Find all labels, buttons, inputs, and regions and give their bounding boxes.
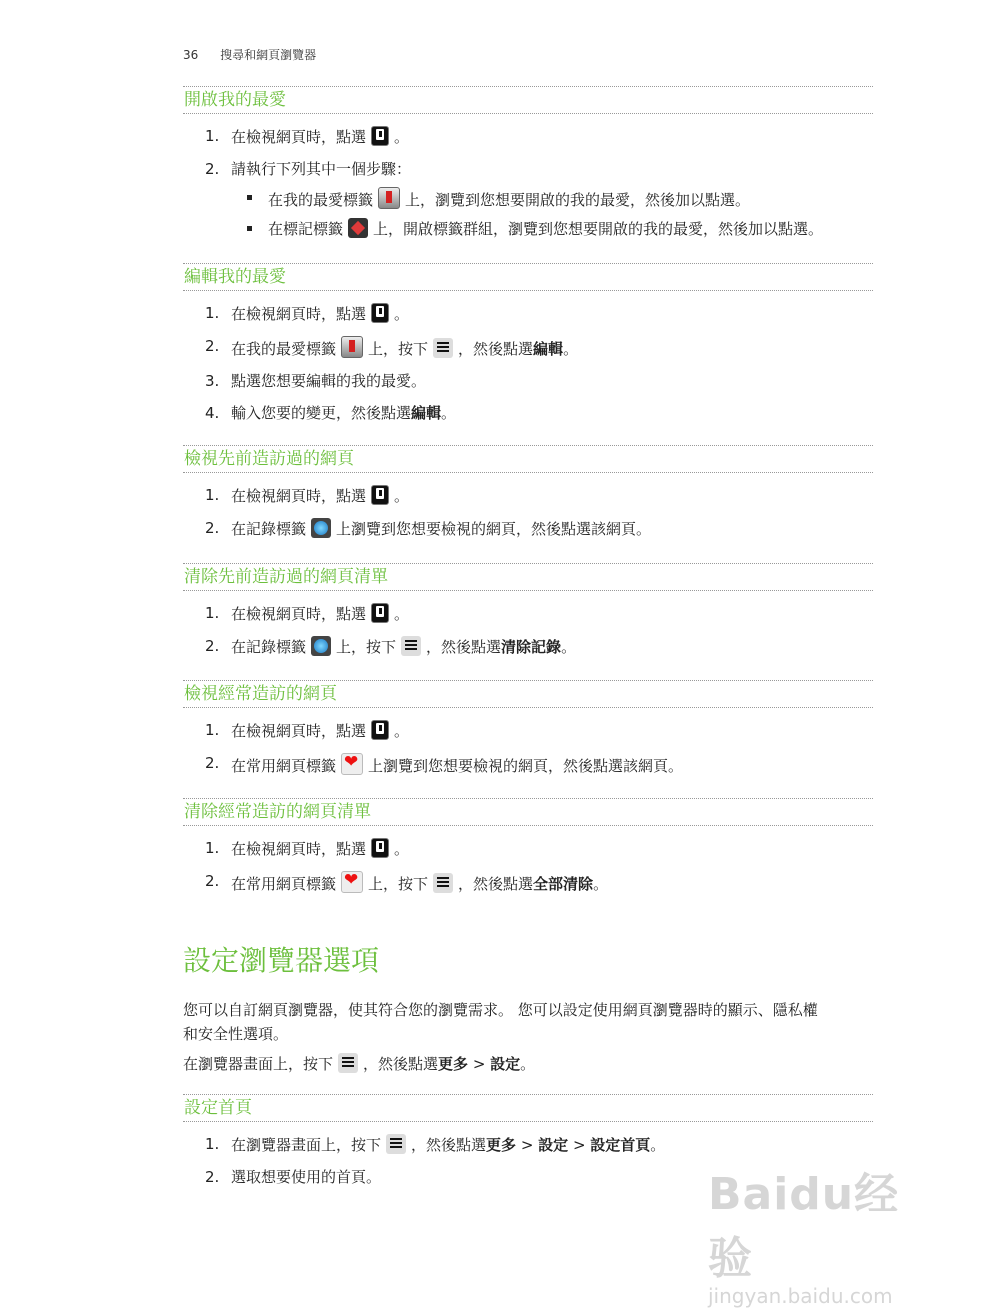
history-tab-icon [311,636,331,656]
page-header [183,46,316,63]
step: 1. 在檢視網頁時，點選 。 [205,721,410,740]
bookmarks-icon [371,303,389,323]
step: 2. 在常用網頁標籤❤ 上瀏覽到您想要檢視的網頁，然後點選該網頁。 [183,753,873,776]
instruction-paragraph: 在瀏覽器畫面上，按下 ，然後點選更多 > 設定。 [183,1055,536,1073]
watermark [708,1158,938,1308]
menu-icon [401,636,421,656]
menu-icon [386,1134,406,1154]
section-edit-favorites [183,263,873,423]
section-title: 清除先前造訪過的網頁清單 [184,567,388,587]
step: 2. 在記錄標籤 上，按下 ，然後點選清除記錄。 [205,637,577,656]
step: 3. 點選您想要編輯的我的最愛。 [205,372,427,390]
step: 1. 在檢視網頁時，點選 。 [205,127,410,146]
chapter-title: 搜尋和網頁瀏覽器 [220,48,317,62]
bookmarks-icon [371,720,389,740]
bookmarks-icon [371,126,389,146]
bookmarks-icon [371,838,389,858]
section-title: 編輯我的最愛 [184,267,286,287]
bullet-item: 在我的最愛標籤 上，瀏覽到您想要開啟的我的最愛，然後加以點選。 [183,187,873,210]
menu-icon [433,338,453,358]
intro-paragraph: 您可以自訂網頁瀏覽器，使其符合您的瀏覽需求。 您可以設定使用網頁瀏覽器時的顯示、隱私權 和安全性選項。 [183,1001,818,1043]
step: 1. 在檢視網頁時，點選 。 [205,604,410,623]
favorites-tab-icon [378,187,400,209]
tags-tab-icon [348,218,368,238]
section-title: 檢視經常造訪的網頁 [184,684,337,704]
menu-icon [433,873,453,893]
step: 1. 在檢視網頁時，點選 。 [205,304,410,323]
step: 2. 請執行下列其中一個步驟： [205,160,412,178]
bookmarks-icon [371,485,389,505]
step: 1. 在檢視網頁時，點選 。 [205,839,410,858]
section-title: 開啟我的最愛 [184,90,286,110]
section-title: 檢視先前造訪過的網頁 [184,449,354,469]
step: 4. 輸入您要的變更，然後點選編輯。 [205,404,457,422]
section-title: 設定首頁 [184,1098,252,1118]
watermark-url: jingyan.baidu.com [708,1284,893,1308]
section-clear-frequent [183,798,873,894]
step: 2. 選取想要使用的首頁。 [205,1168,382,1186]
step: 2. 在記錄標籤 上瀏覽到您想要檢視的網頁，然後點選該網頁。 [205,519,652,538]
most-visited-tab-icon [341,753,363,775]
step: 1. 在瀏覽器畫面上，按下 ，然後點選更多 > 設定 > 設定首頁。 [205,1135,666,1154]
page-number: 36 [183,48,199,62]
favorites-tab-icon [341,336,363,358]
bookmarks-icon [371,603,389,623]
step: 2. 在常用網頁標籤❤ 上，按下 ，然後點選全部清除。 [183,871,873,894]
history-tab-icon [311,518,331,538]
section-clear-history [183,563,873,657]
watermark-logo: Baidu经验 [708,1169,900,1284]
bullet-item: 在標記標籤 上，開啟標籤群組，瀏覽到您想要開啟的我的最愛，然後加以點選。 [183,218,873,239]
section-open-favorites [183,86,873,239]
most-visited-tab-icon [341,871,363,893]
section-title: 清除經常造訪的網頁清單 [184,802,371,822]
section-view-history [183,445,873,539]
chapter-heading: 設定瀏覽器選項 [183,944,380,977]
section-view-frequent [183,680,873,776]
step: 1. 在檢視網頁時，點選 。 [205,486,410,505]
menu-icon [338,1053,358,1073]
step: 2. 在我的最愛標籤 上，按下 ，然後點選編輯。 [205,337,579,358]
